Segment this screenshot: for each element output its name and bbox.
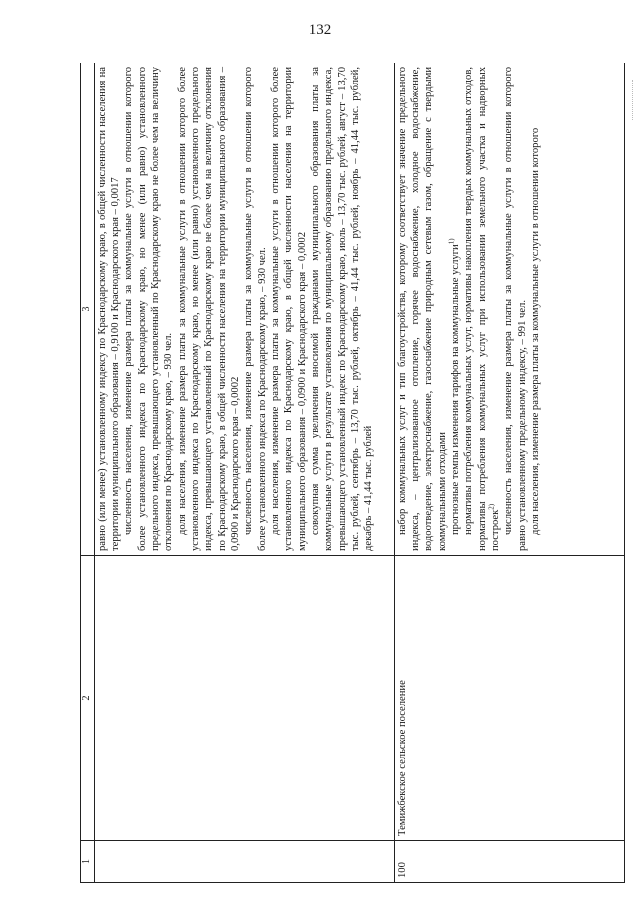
paragraph-text: прогнозные темпы изменения тарифов на коммунальные услуги [449, 244, 461, 535]
description-cell [94, 63, 394, 556]
paragraph: доля населения, изменение размера платы за коммунальные услуги в отношении которого более установленного индекса по Краснодарскому краю, но менее (или равно) установленного предельного индекса, превышающего установленный по Краснодарскому краю не более чем на величину отклонения по Краснодарскому краю, в общей численности населения на территории муниципального образования – 0,0900 и Краснодарского края – 0,0002 [176, 67, 242, 551]
row-number-cell: 100 [394, 841, 624, 883]
scan-margin-mark [632, 80, 637, 120]
paragraph: численность населения, изменение размера платы за коммунальные услуги в отношении которого более установленного индекса по Краснодарскому краю, но менее (или равно) установленного предельного индекса, превышающего установленный по Краснодарскому краю не более чем на величину отклонения по Краснодарскому краю, – 930 чел. [123, 67, 175, 551]
column-header-1: 1 [81, 841, 95, 883]
table-row [94, 63, 394, 883]
table-row [394, 63, 624, 883]
paragraph: набор коммунальных услуг и тип благоустройства, которому соответствует значение предельного индекса, – централизованное отопление, горячее водоснабжение, холодное водоснабжение, водоотведение, электроснабжение, газоснабжение природным сетевым газом, обращение с твердыми коммунальными отходами [396, 67, 448, 551]
paragraph-text: нормативы потребления коммунальных услуг, нормативы накопления твердых коммунальных отходов, нормативы потребления коммунальных услуг при использовании земельного участка и надворных построек [463, 67, 501, 551]
paragraph: равно (или менее) установленному индексу по Краснодарскому краю, в общей численности населения на территории муниципального образования – 0,9100 и Краснодарского края – 0,0017 [96, 67, 121, 551]
rotated-page-area [80, 63, 625, 883]
paragraph: численность населения, изменение размера платы за коммунальные услуги в отношении которого равно установленному предельному индексу, – 991 чел. [503, 67, 528, 551]
footnote-marker: 1) [447, 238, 456, 245]
page-number: 132 [308, 22, 332, 38]
description-cell [394, 63, 624, 556]
paragraph [449, 67, 462, 551]
paragraph: доля населения, изменение размера платы за коммунальные услуги в отношении которого более установленного индекса по Краснодарскому краю, в общей численности населения на территории муниципального образования – 0,0900 и Краснодарского края – 0,0002 [270, 67, 308, 551]
settlement-name-cell [94, 556, 394, 841]
paragraph: доля населения, изменение размера платы за коммунальные услуги в отношении которого [530, 127, 542, 535]
data-table [80, 63, 625, 883]
paragraph: численность населения, изменение размера платы за коммунальные услуги в отношении которого более установленного индекса по Краснодарскому краю, – 930 чел. [243, 67, 268, 551]
rotated-content [80, 63, 625, 883]
column-header-3: 3 [81, 63, 95, 556]
footnote-marker: 2) [487, 503, 496, 510]
paragraph: совокупная сумма увеличения вносимой гражданами муниципального образования платы за коммунальные услуги в результате установления по муниципальному образованию предельного индекса, превышающего установленный индекс по Краснодарскому краю, июль – 13,70 тыс. рублей, август – 13,70 тыс. рублей, сентябрь – 13,70 тыс. рублей, октябрь – 41,44 тыс. рублей, ноябрь – 41,44 тыс. рублей, декабрь – 41,44 тыс. рублей [310, 67, 375, 551]
settlement-name-cell: Темижбекское сельское поселение [394, 556, 624, 841]
table-header-row [81, 63, 95, 883]
paragraph [462, 67, 502, 551]
row-number-cell [94, 841, 394, 883]
column-header-2: 2 [81, 556, 95, 841]
